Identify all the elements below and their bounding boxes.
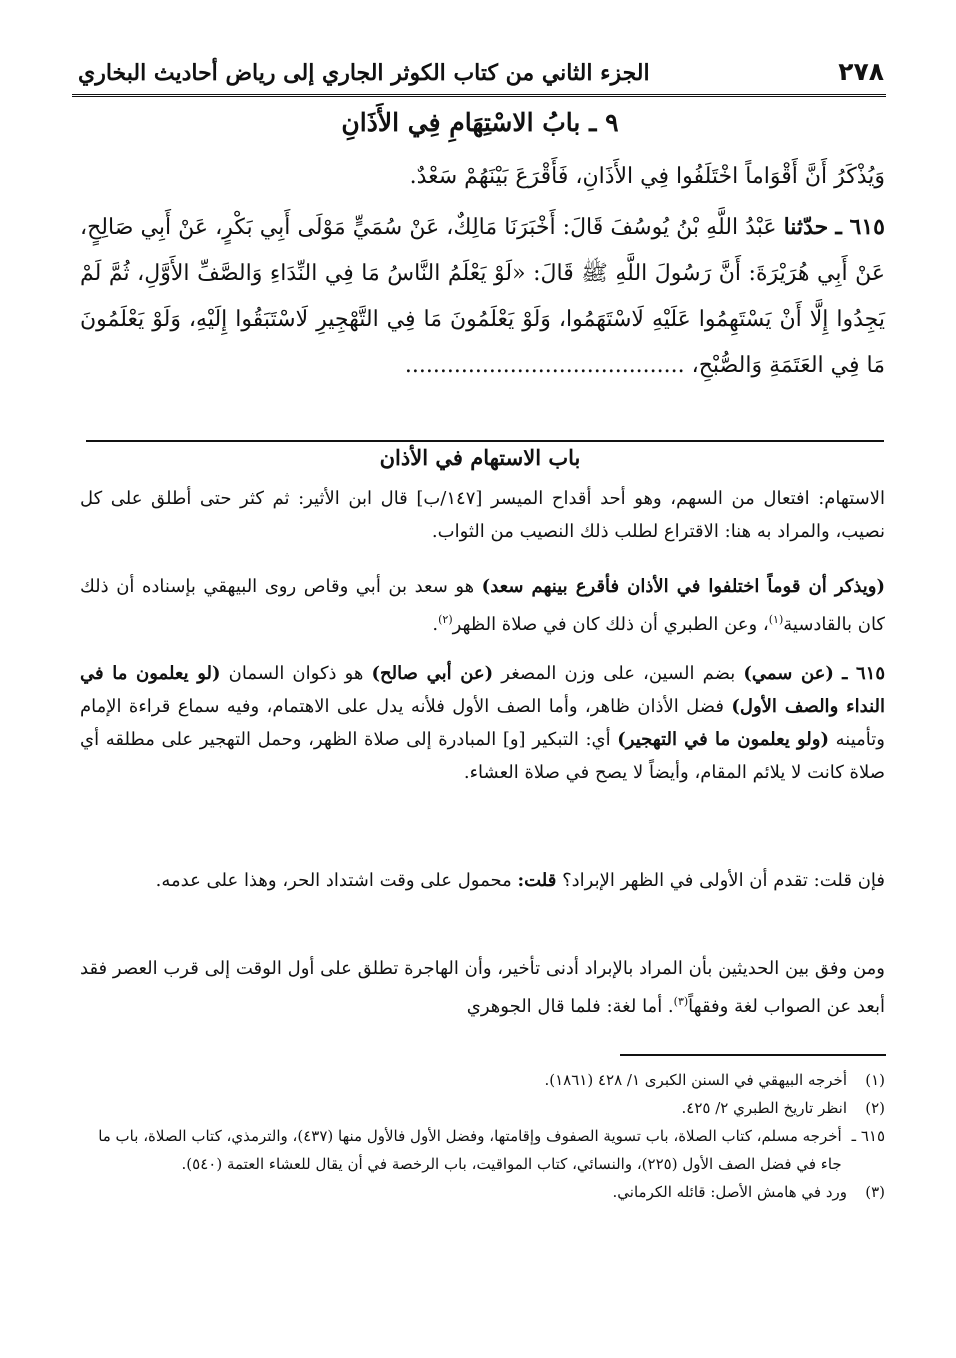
qult-label: قلت:: [517, 870, 557, 891]
commentary-paragraph-1: الاستهام: افتعال من السهم، وهو أحد أقداح الميسر [١٤٧/ب] قال ابن الأثير: ثم كثر حتى أطلق على كل نصيب، والمراد به هنا: الاقتراع لطلب ذلك النصيب من الثواب.: [80, 488, 885, 542]
footnote-label: ٦١٥ ـ: [851, 1127, 885, 1145]
commentary-title: باب الاستهام في الأذان: [379, 445, 581, 470]
footnote-text: أخرجه مسلم، كتاب الصلاة، باب تسوية الصفوف وإقامتها، وفضل الأول فالأول منها (٤٣٧)، والترمذي، كتاب الصلاة، باب ما جاء في فضل الصف الأول (٢٢٥)، والنسائي، كتاب المواقيت، باب الرخصة في أن يقال للعشاء العتمة (٥٤٠).: [98, 1127, 842, 1173]
quoted-text: (ويذكر أن قوماً اختلفوا في الأذان فأقرع بينهم سعد): [481, 576, 885, 597]
hadith-number-ref: ٦١٥ ـ: [842, 663, 885, 684]
footnote-text: ورد في هامش الأصل: قائله الكرماني.: [612, 1183, 847, 1201]
running-title: الجزء الثاني من كتاب الكوثر الجاري إلى رياض أحاديث البخاري: [78, 60, 650, 86]
hadith-body: عَبْدُ اللَّهِ بْنُ يُوسُفَ قَالَ: أَخْبَرَنَا مَالِكٌ، عَنْ سُمَيٍّ مَوْلَى أَبِي بَكْرٍ، عَنْ أَبِي صَالِحٍ، عَنْ أَبِي هُرَيْرَةَ: أَنَّ رَسُولَ اللَّهِ ﷺ قَالَ: «لَوْ يَعْلَمُ النَّاسُ مَا فِي النِّدَاءِ وَالصَّفِّ الأَوَّلِ، ثُمَّ لَمْ يَجِدُوا إِلَّا أَنْ يَسْتَهِمُوا عَلَيْهِ لَاسْتَهَمُوا، وَلَوْ يَعْلَمُونَ مَا فِي التَّهْجِيرِ لَاسْتَبَقُوا إِلَيْهِ، وَلَوْ يَعْلَمُونَ مَا فِي العَتَمَةِ وَالصُّبْحِ، ........................................: [80, 215, 885, 378]
footnote-text: انظر تاريخ الطبري ٢/ ٤٢٥.: [681, 1099, 847, 1117]
footnote-ref-2[interactable]: (٢): [438, 613, 453, 626]
commentary-paragraph-2: (ويذكر أن قوماً اختلفوا في الأذان فأقرع بينهم سعد) هو سعد بن أبي وقاص روى البيهقي بإسناده أن ذلك كان بالقادسية$^{(١)}$، وعن الطبري أن ذلك كان في صلاة الظهر$^{(٢)}$.: [80, 576, 885, 635]
page-header: [78, 42, 884, 86]
commentary-paragraph-4: فإن قلت: تقدم أن الأولى في الظهر الإبراد؟ قلت: محمول على وقت اشتداد الحر، وهذا على عدمه.: [155, 870, 885, 891]
chapter-intro: وَيُذْكَرُ أَنَّ أَقْوَاماً اخْتَلَفُوا فِي الأَذَانِ، فَأَقْرَعَ بَيْنَهُمْ سَعْدٌ.: [409, 164, 885, 189]
quoted-text: (عن سمي): [743, 663, 834, 684]
hadith-text: [80, 204, 885, 389]
commentary-paragraph-3: ٦١٥ ـ (عن سمي) بضم السين، على وزن المصغر (عن أبي صالح) هو ذكوان السمان (لو يعلمون ما في النداء والصف الأول) فضل الأذان ظاهر، وأما الصف الأول فلأنه يدل على الاهتمام، وفيه سماع قراءة الإمام وتأمينه (ولو يعلمون ما في التهجير) أي: التبكير [و] المبادرة إلى صلاة الظهر، وحمل التهجير على مطلقه أي صلاة كانت لا يلائم المقام، وأيضاً لا يصح في صلاة العشاء.: [80, 663, 885, 783]
footnote-label: (١): [865, 1071, 885, 1089]
quoted-text: (لو يعلمون ما في النداء والصف الأول): [80, 663, 885, 717]
header-rule: [72, 94, 886, 97]
footnote-label: (٣): [865, 1183, 885, 1201]
footnotes: [80, 1066, 885, 1206]
footnote-label: (٢): [865, 1099, 885, 1117]
footnote-ref-1[interactable]: (١): [768, 613, 784, 626]
footnote-item: [80, 1094, 885, 1122]
footnote-ref-3[interactable]: (٣): [673, 995, 689, 1008]
footnote-item: [80, 1122, 885, 1178]
footnote-item: [80, 1066, 885, 1094]
chapter-title: ٩ ـ بابُ الاسْتِهَامِ فِي الأَذَانِ: [341, 108, 619, 137]
hadith-intro: حدّثنا: [783, 214, 829, 240]
page-number: ٢٧٨: [838, 57, 884, 86]
footnote-text: أخرجه البيهقي في السنن الكبرى ١/ ٤٢٨ (١٨٦١).: [544, 1071, 847, 1089]
hadith-number: ٦١٥ ـ: [835, 214, 885, 240]
commentary-paragraph-5: ومن وفق بين الحديثين بأن المراد بالإبراد أدنى تأخير، وأن الهاجرة تطلق على أول الوقت إلى قرب العصر فقد أبعد عن الصواب لغة وفقهاً$^{(٣)}$. أما لغة: فلما قال الجوهري: [80, 958, 885, 1017]
quoted-text: (ولو يعلمون ما في التهجير): [617, 729, 830, 750]
section-divider: [86, 440, 884, 442]
quoted-text: (عن أبي صالح): [371, 663, 494, 684]
footnote-item: [80, 1178, 885, 1206]
footnote-rule: [620, 1054, 886, 1056]
